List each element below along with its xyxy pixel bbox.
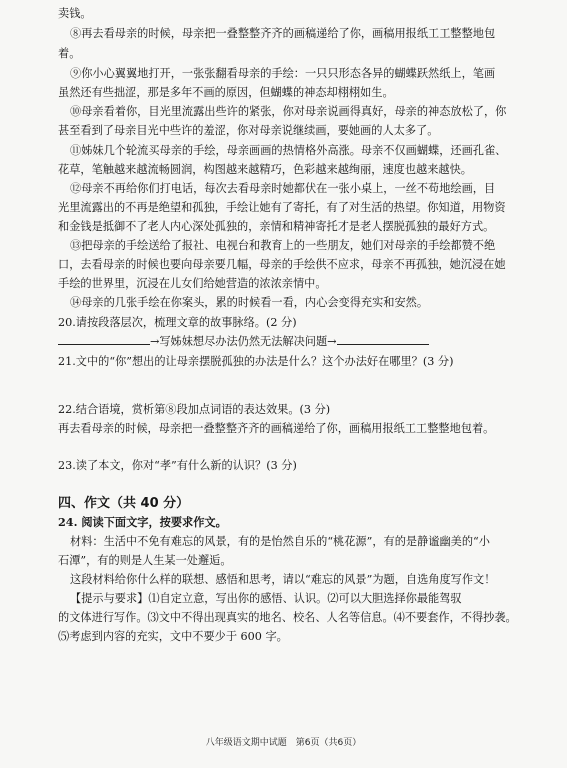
passage-line: 光里流露出的不再是绝望和孤独，手绘让她有了寄托，有了对生活的热望。你知道，用物资 <box>58 201 506 214</box>
passage-line: 花草，笔触越来越流畅圆润，构图越来越精巧，色彩越来越绚丽，速度也越来越快。 <box>58 163 472 176</box>
question-23: 23.读了本文，你对“孝”有什么新的认识？(3 分) <box>58 459 297 472</box>
passage-line: 手绘的世界里，沉浸在儿女们给她营造的浓浓亲情中。 <box>58 277 327 290</box>
material-line: 石潭”，有的则是人生某一处邂逅。 <box>58 554 232 567</box>
passage-line: ⑨你小心翼翼地打开，一张张翻看母亲的手绘：一只只形态各异的蝴蝶跃然纸上，笔画 <box>70 67 496 80</box>
passage-line: 和金钱是抵御不了老人内心深处孤独的，亲情和精神寄托才是老人摆脱孤独的最好方式。 <box>58 220 495 233</box>
passage-line: 虽然还有些拙涩，那是多年不画的原因，但蝴蝶的神态却栩栩如生。 <box>58 86 394 99</box>
question-20: 20.请按段落层次，梳理文章的故事脉络。(2 分) <box>58 316 297 329</box>
passage-line: 卖钱。 <box>58 7 92 20</box>
passage-line: ⑩母亲看着你，目光里流露出些许的紧张，你对母亲说画得真好，母亲的神态放松了，你 <box>70 105 507 118</box>
passage-line: 着。 <box>58 47 81 60</box>
passage-line: ⑪姊妹几个轮流买母亲的手绘，母亲画画的热情格外高涨。母亲不仅画蝴蝶，还画孔雀、 <box>70 144 507 157</box>
requirements-line: 【提示与要求】⑴自定立意，写出你的感悟、认识。⑵可以大胆选择你最能驾驭 <box>70 592 462 605</box>
material-line: 材料：生活中不免有难忘的风景，有的是怡然自乐的“桃花源”，有的是静谧幽美的“小 <box>70 535 490 548</box>
question-24: 24. 阅读下面文字，按要求作文。 <box>58 515 227 529</box>
requirements-line: ⑸考虑到内容的充实，文中不要少于 600 字。 <box>58 630 288 643</box>
question-21: 21.文中的“你”想出的让母亲摆脱孤独的办法是什么？这个办法好在哪里？(3 分) <box>58 355 454 368</box>
answer-blank[interactable] <box>337 334 429 345</box>
question-20-flow <box>58 334 526 349</box>
page-footer: 八年级语文期中试题 第6页（共6页） <box>205 738 362 748</box>
passage-line: ⑭母亲的几张手绘在你案头，累的时候看一看，内心会变得充实和安然。 <box>70 296 429 309</box>
question-22-quote: 再去看母亲的时候，母亲把一叠整整齐齐的画稿递给了你，画稿用报纸工工整整地包着。 <box>58 422 495 435</box>
question-22: 22.结合语境，赏析第⑧段加点词语的表达效果。(3 分) <box>58 403 331 416</box>
requirements-line: 的文体进行写作。⑶文中不得出现真实的地名、校名、人名等信息。⑷不要套作，不得抄袭。 <box>58 611 517 624</box>
passage-line: ⑫母亲不再给你们打电话，每次去看母亲时她都伏在一张小桌上，一丝不苟地绘画，目 <box>70 182 496 195</box>
passage-line: 甚至看到了母亲目光中些许的羞涩，你对母亲说继续画，要她画的人太多了。 <box>58 124 439 137</box>
passage-line: ⑬把母亲的手绘送给了报社、电视台和教育上的一些朋友，她们对母亲的手绘都赞不绝 <box>70 239 496 252</box>
answer-blank[interactable] <box>58 334 150 345</box>
passage-line: 口，去看母亲的时候也要向母亲要几幅，母亲的手绘供不应求，母亲不再孤独，她沉浸在她 <box>58 258 506 271</box>
flow-text: →写姊妹想尽办法仍然无法解决问题→ <box>150 335 337 348</box>
section-title: 四、作文（共 40 分） <box>58 496 190 511</box>
writing-prompt: 这段材料给你什么样的联想、感悟和思考，请以“难忘的风景”为题，自选角度写作文！ <box>70 573 496 586</box>
passage-line: ⑧再去看母亲的时候，母亲把一叠整整齐齐的画稿递给了你，画稿用报纸工工整整地包 <box>70 27 496 40</box>
